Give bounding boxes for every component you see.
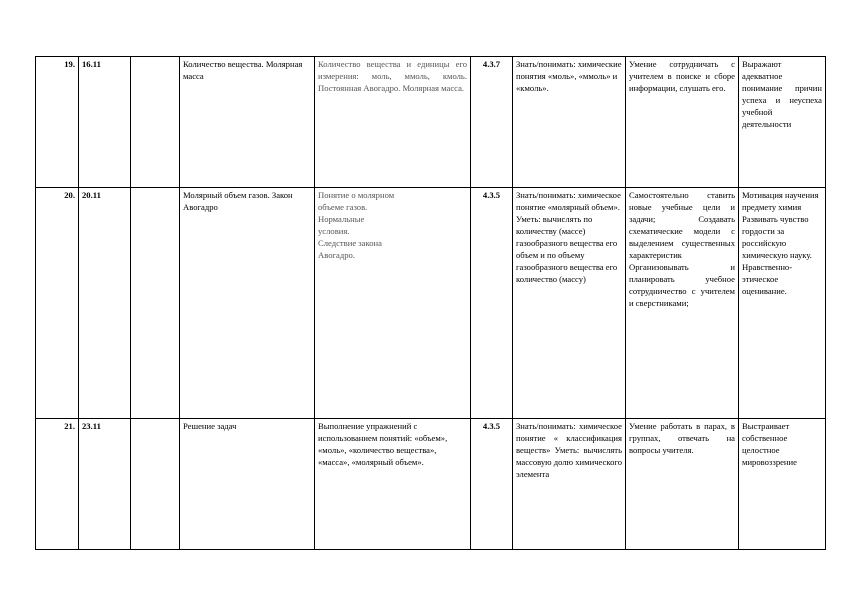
skills-column: Умение работать в парах, в группах, отвечать на вопросы учителя.: [626, 419, 739, 550]
empty-cell: [131, 419, 180, 550]
skills-column: Умение сотрудничать с учителем в поиске и сборе информации, слушать его.: [626, 57, 739, 188]
lesson-date: 16.11: [79, 57, 131, 188]
lesson-topic: Количество вещества. Молярная масса: [180, 57, 315, 188]
content-line: объеме газов.: [318, 202, 368, 212]
content-line: Понятие о молярном: [318, 190, 395, 200]
content-line: Авогадро.: [318, 250, 355, 260]
content-line: Следствие закона: [318, 238, 382, 248]
lesson-topic: Решение задач: [180, 419, 315, 550]
standard-code: 4.3.5: [471, 419, 513, 550]
personal-results: Выстраивает собственное целостное мировоззрение: [739, 419, 826, 550]
lesson-plan-table: [35, 56, 826, 550]
lesson-content: Количество вещества и единицы его измерения: моль, ммоль, кмоль. Постоянная Авогадро. Молярная масса.: [315, 57, 471, 188]
knowledge-requirements: Знать/понимать: химическое понятие «молярный объем». Уметь: вычислять по количеству (массе) газообразного вещества его объем и по объему газообразного вещества его количество (массу): [513, 188, 626, 419]
standard-code: 4.3.5: [471, 188, 513, 419]
content-line: условия.: [318, 226, 350, 236]
empty-cell: [131, 188, 180, 419]
table-row: [36, 57, 826, 188]
lesson-number: 20.: [36, 188, 79, 419]
lesson-content: [315, 188, 471, 419]
lesson-date: 23.11: [79, 419, 131, 550]
table-row: [36, 419, 826, 550]
content-line: Нормальные: [318, 214, 365, 224]
lesson-content: Выполнение упражнений с использованием понятий: «объем», «моль», «количество вещества», «масса», «молярный объем».: [315, 419, 471, 550]
lesson-number: 21.: [36, 419, 79, 550]
skills-column: Самостоятельно ставить новые учебные цели и задачи; Создавать схематические модели с выделением существенных характеристик Организовывать и планировать учебное сотрудничество с учителем и сверстниками;: [626, 188, 739, 419]
lesson-number: 19.: [36, 57, 79, 188]
personal-results: Выражают адекватное понимание причин успеха и неуспеха учебной деятельности: [739, 57, 826, 188]
knowledge-requirements: Знать/понимать: химическое понятие « классификация веществ» Уметь: вычислять массовую долю химического элемента: [513, 419, 626, 550]
personal-results: Мотивация научения предмету химия Развивать чувство гордости за российскую химическую науку. Нравственно-этическое оценивание.: [739, 188, 826, 419]
knowledge-requirements: Знать/понимать: химические понятия «моль», «ммоль» и «кмоль».: [513, 57, 626, 188]
table-row: [36, 188, 826, 419]
lesson-topic: Молярный объем газов. Закон Авогадро: [180, 188, 315, 419]
lesson-date: 20.11: [79, 188, 131, 419]
standard-code: 4.3.7: [471, 57, 513, 188]
empty-cell: [131, 57, 180, 188]
